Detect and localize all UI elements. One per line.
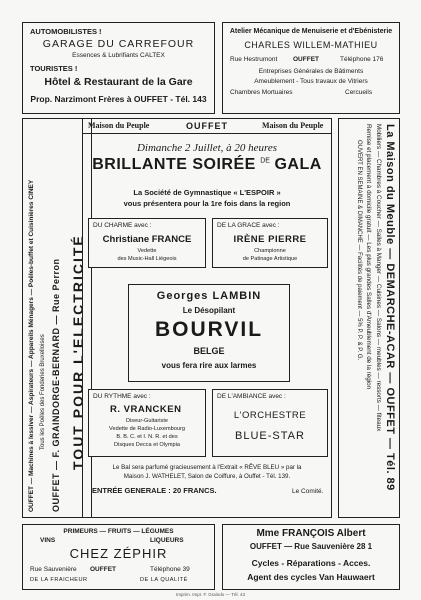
francois-address: OUFFET — Rue Sauvenière 28 1 <box>249 542 373 551</box>
star-big: BOURVIL <box>154 318 264 341</box>
bal-line1: Le Bal sera parfumé gracieusement à l'Extrait « RÊVE BLEU » par la <box>112 464 302 471</box>
zephir-vins: VINS <box>40 537 56 544</box>
ambiance-line2: BLUE-STAR <box>235 430 305 442</box>
meuble-col4: OUVERT EN SEMAINE & DIMANCHE — Facilités de paiement — 5% P. P. & P. G. <box>356 140 362 361</box>
elec-col3: OUFFET — F. GRAINDORGE-BERNARD — Rue Perron <box>51 258 61 512</box>
ambiance-label: DE L'AMBIANCE avec : <box>217 393 286 400</box>
title-de: DE <box>260 157 270 165</box>
menuiserie-line2: Ameublement - Tous travaux de Vitriers <box>254 78 368 85</box>
zephir-town: OUFFET <box>90 566 116 573</box>
charme-desc1: Vedette <box>137 248 157 254</box>
francois-line2: Agent des cycles Van Hauwaert <box>247 572 375 582</box>
hotel-name: Hôtel & Restaurant de la Gare <box>44 76 193 88</box>
menuiserie-phone: Téléphone 176 <box>340 56 384 63</box>
event-date: Dimanche 2 Juillet, à 20 heures <box>136 142 278 154</box>
menuiserie-title: Atelier Mécanique de Menuiserie et d'Ebénisterie <box>229 28 393 35</box>
elec-col1: OUFFET — Machines à lessiver — Aspirateurs — Appareils Ménagers — Poêles-buffet et Cuisinières CINEY <box>28 179 35 512</box>
zephir-liqueurs: LIQUEURS <box>150 537 184 544</box>
elec-col2: Tous les Poêles des Fonderies Bruxelloises <box>40 334 46 450</box>
meuble-col2: Mobiliers — Chambres à Coucher — Salles à Manger — Cuisines — Salons — meubles — ressorts — fiteaux <box>375 124 382 432</box>
francois-title: Mme FRANÇOIS Albert <box>256 528 366 539</box>
ad-heading-touristes: TOURISTES ! <box>30 64 78 73</box>
title-brillante: BRILLANTE SOIRÉE <box>92 156 256 173</box>
menuiserie-line1: Entreprises Générales de Bâtiments <box>258 68 364 75</box>
garage-sub: Essences & Lubrifiants CALTEX <box>72 52 165 59</box>
rythme-desc3: B. B. C. et I. N. R. et des <box>116 434 178 440</box>
charme-name: Christiane FRANCE <box>102 234 192 245</box>
meuble-col3: Remise et placement à domicile gratuit — Les plus grandes Salles d'Ameublement de la région <box>365 124 372 390</box>
menuiserie-street: Rue Hestrumont <box>230 56 278 63</box>
entree-generale: ENTRÉE GENERALE : 20 FRANCS. <box>92 486 217 495</box>
ad-heading-automobilistes: AUTOMOBILISTES ! <box>30 27 102 36</box>
title-gala: GALA <box>274 156 322 173</box>
hotel-owner: Prop. Narzimont Frères à OUFFET - Tél. 143 <box>30 94 207 104</box>
star-sub: Le Désopilant <box>182 306 236 315</box>
charme-label: DU CHARME avec : <box>93 222 152 229</box>
menuiserie-line3: Chambres Mortuaires <box>230 89 293 96</box>
header-ouffet: OUFFET <box>186 121 228 131</box>
meuble-col1: La Maison du Meuble — DEMARCHE-ACAR — OUFFET — Tél. 89 <box>384 124 396 491</box>
zephir-tag2: DE LA QUALITÉ <box>140 577 188 583</box>
printer-credit: Imprim. Impr. F. Graindo — Tél. 43 <box>176 592 245 597</box>
comite: Le Comité. <box>292 488 324 495</box>
ambiance-line1: L'ORCHESTRE <box>233 410 307 421</box>
rythme-name: R. VRANCKEN <box>110 404 182 415</box>
menuiserie-town: OUFFET <box>293 56 319 63</box>
star-belge: BELGE <box>193 346 225 356</box>
grace-desc2: de Patinage Artistique <box>242 256 298 262</box>
zephir-phone: Téléphone 39 <box>150 566 190 573</box>
elec-col4: TOUT POUR L'ELECTRICITÉ <box>70 234 86 470</box>
grace-desc1: Championne <box>254 248 286 254</box>
header-divider <box>82 133 332 134</box>
rythme-desc2: Vedette de Radio-Luxembourg <box>109 426 185 432</box>
grace-name: IRÈNE PIERRE <box>233 234 307 245</box>
grace-label: DE LA GRACE avec : <box>217 222 280 229</box>
star-rire: vous fera rire aux larmes <box>161 361 257 370</box>
garage-name: GARAGE DU CARREFOUR <box>42 38 195 50</box>
zephir-street: Rue Sauvenière <box>30 566 77 573</box>
zephir-line1: PRIMEURS — FRUITS — LÉGUMES <box>63 528 174 535</box>
menuiserie-name: CHARLES WILLEM-MATHIEU <box>244 40 378 50</box>
bal-line2: Maison J. WATHELET, Salon de Coiffure, à Ouffet - Tél. 139. <box>123 473 291 480</box>
rythme-label: DU RYTHME avec : <box>93 393 151 400</box>
francois-line1: Cycles - Réparations - Acces. <box>251 558 371 568</box>
present-line: vous présentera pour la 1re fois dans la region <box>123 199 291 208</box>
rythme-desc1: Diseur-Guitariste <box>126 418 168 424</box>
menuiserie-line4: Cercueils <box>345 89 373 96</box>
event-title <box>82 156 332 174</box>
rythme-desc4: Disques Decca et Olympia <box>114 442 180 448</box>
zephir-tag1: DE LA FRAICHEUR <box>30 577 88 583</box>
maison-du-peuple-right: Maison du Peuple <box>262 121 324 130</box>
charme-desc2: des Music-Hall Liégeois <box>117 256 177 262</box>
star-first: Georges LAMBIN <box>156 290 262 302</box>
zephir-name: CHEZ ZÉPHIR <box>69 546 168 561</box>
society-line: La Société de Gymnastique « L'ESPOIR » <box>133 188 281 197</box>
maison-du-peuple-left: Maison du Peuple <box>88 121 150 130</box>
